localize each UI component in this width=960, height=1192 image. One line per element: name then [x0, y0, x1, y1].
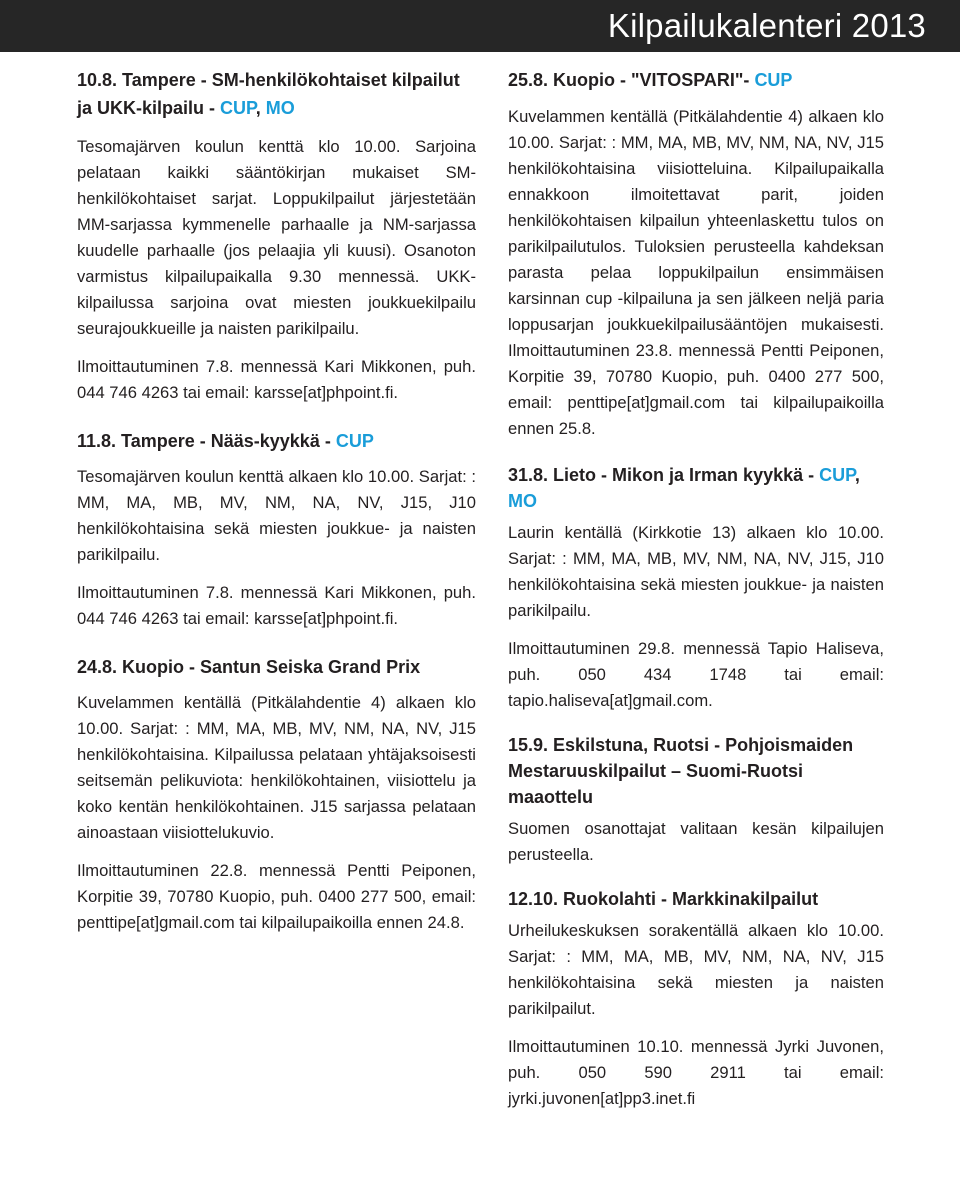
- event-registration: Ilmoittautuminen 29.8. mennessä Tapio Haliseva, puh. 050 434 1748 tai email: tapio.haliseva[at]gmail.com.: [508, 639, 884, 710]
- cup-tag: CUP: [754, 70, 793, 90]
- right-column: [508, 66, 884, 1112]
- tag-separator: ,: [255, 98, 266, 118]
- event-description: Kuvelammen kentällä (Pitkälahdentie 4) alkaen klo 10.00. Sarjat: : MM, MA, MB, MV, NM, NA, NV, J15 henkilökohtaisina viisiotteluina. Kilpailupaikalla ennakkoon ilmoitettavat parit, joiden henkilökohtaisen kilpailun yhteenlaskettu tulos on parikilpailutulos. Tuloksien perusteella kahdeksan parasta pelaa loppukilpailun ensimmäisen karsinnan cup -kilpailuna ja sen jälkeen neljä paria loppusarjan joukkuekilpailusääntöjen mukaisesti. Ilmoittautuminen 23.8. mennessä Pentti Peiponen, Korpitie 39, 70780 Kuopio, puh. 0400 277 500, email: penttipe[at]gmail.com tai kilpailupaikoilla ennen 25.8.: [508, 107, 884, 438]
- event-registration: Ilmoittautuminen 7.8. mennessä Kari Mikkonen, puh. 044 746 4263 tai email: karsse[at]phpoint.fi.: [77, 583, 476, 628]
- event-title: [77, 428, 476, 454]
- cup-tag: CUP: [819, 465, 855, 485]
- cup-tag: CUP: [220, 98, 256, 118]
- event-registration: Ilmoittautuminen 7.8. mennessä Kari Mikkonen, puh. 044 746 4263 tai email: karsse[at]phpoint.fi.: [77, 357, 476, 402]
- event-11-8-tampere: [77, 428, 476, 632]
- page-header: [0, 0, 960, 52]
- event-date-place: 24.8. Kuopio - Santun Seiska Grand Prix: [77, 657, 421, 677]
- event-description: Laurin kentällä (Kirkkotie 13) alkaen klo 10.00. Sarjat: : MM, MA, MB, MV, NM, NA, NV, J15, J10 henkilökohtaisina sekä miesten joukkue- ja naisten parikilpailu.: [508, 523, 884, 620]
- event-description: Urheilukeskuksen sorakentällä alkaen klo 10.00. Sarjat: : MM, MA, MB, MV, NM, NA, NV, J15 henkilökohtaisina sekä miesten ja naisten parikilpailut.: [508, 921, 884, 1018]
- event-date-place: 12.10. Ruokolahti - Markkinakilpailut: [508, 889, 819, 909]
- event-title: [508, 66, 884, 94]
- event-15-9-eskilstuna: [508, 732, 884, 868]
- mo-tag: MO: [508, 491, 537, 511]
- event-31-8-lieto: [508, 462, 884, 714]
- cup-tag: CUP: [335, 431, 374, 451]
- event-date-place: 10.8. Tampere - SM-henkilökohtaiset kilpailut ja UKK-kilpailu -: [77, 70, 460, 118]
- event-title: [77, 654, 476, 680]
- event-description: Kuvelammen kentällä (Pitkälahdentie 4) alkaen klo 10.00. Sarjat: : MM, MA, MB, MV, NM, NA, NV, J15 henkilökohtaisina. Kilpailussa pelataan yhtäjaksoisesti seitsemän pelikuviota: henkilökohtainen, viisiottelu ja koko kentän henkilökohtainen. J15 sarjassa pelataan ainoastaan viisiottelukuvio.: [77, 693, 476, 842]
- event-24-8-kuopio: [77, 654, 476, 936]
- event-12-10-ruokolahti: [508, 886, 884, 1112]
- event-description: Tesomajärven koulun kenttä alkaen klo 10.00. Sarjat: : MM, MA, MB, MV, NM, NA, NV, J15, J10 henkilökohtaisina sekä miesten joukkue- ja naisten parikilpailu.: [77, 467, 476, 564]
- event-description: Suomen osanottajat valitaan kesän kilpailujen perusteella.: [508, 819, 884, 864]
- mo-tag: MO: [265, 98, 295, 118]
- event-date-place: 11.8. Tampere - Nääs-kyykkä -: [77, 431, 336, 451]
- event-10-8-tampere: [77, 66, 476, 406]
- event-title: [508, 462, 884, 514]
- event-date-place: 15.9. Eskilstuna, Ruotsi - Pohjoismaiden Mestaruuskilpailut – Suomi-Ruotsi maaottelu: [508, 735, 854, 807]
- event-registration: Ilmoittautuminen 10.10. mennessä Jyrki Juvonen, puh. 050 590 2911 tai email: jyrki.juvonen[at]pp3.inet.fi: [508, 1037, 884, 1108]
- event-25-8-kuopio: [508, 66, 884, 442]
- event-date-place: 25.8. Kuopio - "VITOSPARI"-: [508, 70, 755, 90]
- event-title: [508, 732, 884, 810]
- tag-separator: ,: [854, 465, 860, 485]
- left-column: [77, 66, 476, 936]
- event-registration: Ilmoittautuminen 22.8. mennessä Pentti Peiponen, Korpitie 39, 70780 Kuopio, puh. 0400 277 500, email: penttipe[at]gmail.com tai kilpailupaikoilla ennen 24.8.: [77, 861, 476, 932]
- event-date-place: 31.8. Lieto - Mikon ja Irman kyykkä -: [508, 465, 820, 485]
- event-title: [77, 66, 476, 122]
- event-description: Tesomajärven koulun kenttä klo 10.00. Sarjoina pelataan kaikki sääntökirjan mukaiset SM-henkilökohtaiset sarjat. Loppukilpailut järjestetään MM-sarjassa kymmenelle parhaalle ja NM-sarjassa kuudelle parhaalle (jos pelaajia yli kuusi). Osanoton varmistus kilpailupaikalla 9.30 mennessä. UKK-kilpailussa sarjoina ovat miesten joukkuekilpailu seurajoukkueille ja naisten parikilpailu.: [77, 137, 476, 338]
- event-title: [508, 886, 884, 912]
- page-title: Kilpailukalenteri 2013: [607, 7, 926, 44]
